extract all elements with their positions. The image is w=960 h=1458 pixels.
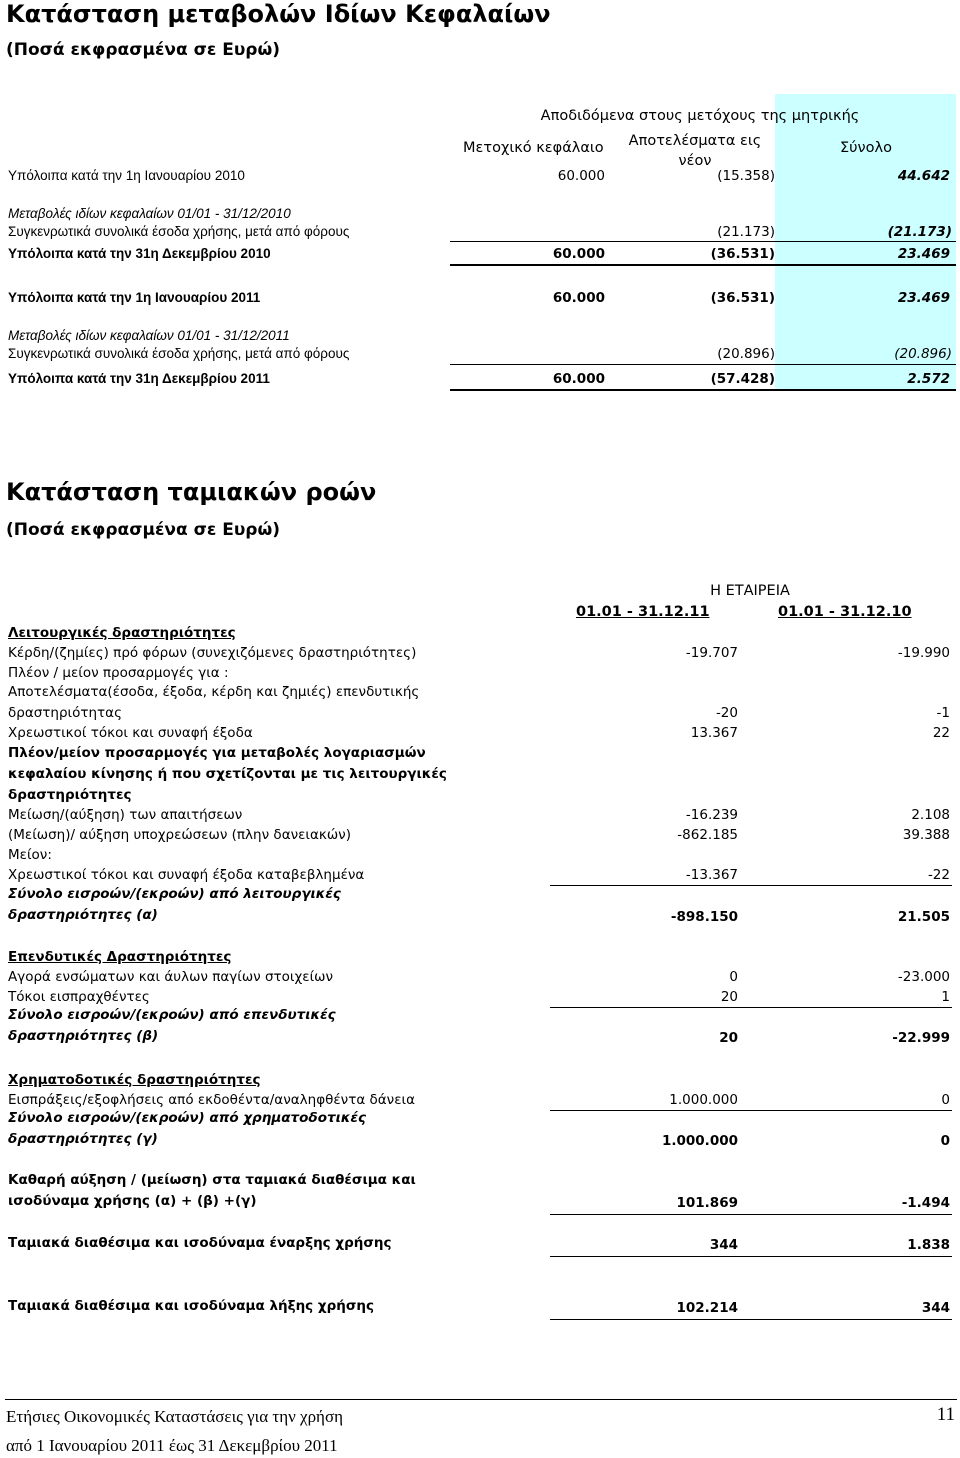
cf-row-v1: -13.367 [685,867,738,883]
equity-row-retained: (21.173) [717,224,775,240]
cf-row-label: Εισπράξεις/εξοφλήσεις από εκδοθέντα/αναληφθέντα δάνεια [8,1092,415,1108]
cf-row-v2: 39.388 [902,827,950,843]
cf-row-v2: 0 [941,1092,950,1108]
cf-row-v1: -20 [715,705,738,721]
divider [550,1256,952,1257]
cf-total-v2: -1.494 [901,1195,950,1211]
cf-row-v1: 1.000.000 [669,1092,738,1108]
cashflow-title: Κατάσταση ταμιακών ροών [6,478,377,506]
equity-row-total: (20.896) [894,346,952,362]
cf-row-v1: -16.239 [685,807,738,823]
equity-row-retained: (20.896) [717,346,775,362]
equity-row-retained: (57.428) [710,371,775,387]
cf-closing-v1: 102.214 [676,1300,738,1316]
cf-subtotal-label: δραστηριότητες (α) [8,907,158,923]
divider [550,1214,952,1215]
equity-row-retained: (15.358) [717,168,775,184]
divider [550,1319,952,1320]
cf-row-label: Κέρδη/(ζημίες) πρό φόρων (συνεχιζόμενες δραστηριότητες) [8,645,417,661]
section-operating: Λειτουργικές δραστηριότητες [8,625,236,641]
section-financing: Χρηματοδοτικές δραστηριότητες [8,1072,261,1088]
equity-row-label: Υπόλοιπα κατά την 1η Ιανουαρίου 2011 [8,290,261,305]
equity-row-total: 2.572 [907,371,950,387]
cf-row-v2: 1 [941,989,950,1005]
cf-row-label: Χρεωστικοί τόκοι και συναφή έξοδα καταβεβλημένα [8,867,365,883]
equity-row-total: 23.469 [897,246,950,262]
cf-row-v2: -19.990 [897,645,950,661]
divider [450,241,956,242]
equity-row-label: Υπόλοιπα κατά την 1η Ιανουαρίου 2010 [8,168,245,183]
cf-row-v2: -1 [936,705,950,721]
cf-closing-label: Ταμιακά διαθέσιμα και ισοδύναμα λήξης χρήσης [8,1298,374,1314]
cf-row-label: Μείωση/(αύξηση) των απαιτήσεων [8,807,243,823]
divider [550,885,952,886]
cf-total-label: Καθαρή αύξηση / (μείωση) στα ταμιακά διαθέσιμα και [8,1172,416,1188]
equity-row-label: Μεταβολές ιδίων κεφαλαίων 01/01 - 31/12/2011 [8,328,290,343]
cf-row-v1: -19.707 [685,645,738,661]
divider [450,364,956,365]
cf-row-label: Πλέον / μείον προσαρμογές για : [8,665,229,681]
cf-row-label: Αποτελέσματα(έσοδα, έξοδα, κέρδη και ζημιές) επενδυτικής [8,684,420,700]
divider [550,1007,952,1008]
cf-subtotal-v1: 20 [719,1030,738,1046]
cf-subtotal-v2: -22.999 [892,1030,950,1046]
cf-subtotal-v2: 21.505 [897,909,950,925]
group-header: Αποδιδόμενα στους μετόχους της μητρικής [540,108,860,124]
cf-subtotal-label: Σύνολο εισροών/(εκροών) από επενδυτικές [8,1007,336,1023]
col-retained-header [615,131,775,171]
cf-row-v1: 20 [720,989,738,1005]
cf-subtotal-label: δραστηριότητες (γ) [8,1131,158,1147]
equity-row-capital: 60.000 [552,290,605,306]
cf-row-label: δραστηριότητες [8,787,132,803]
equity-row-label: Συγκενρωτικά συνολικά έσοδα χρήσης, μετά από φόρους [8,224,350,239]
equity-row-label: Συγκενρωτικά συνολικά έσοδα χρήσης, μετά από φόρους [8,346,350,361]
cf-row-v1: 13.367 [690,725,738,741]
cf-row-label: δραστηριότητας [8,705,122,721]
footer-line2: από 1 Ιανουαρίου 2011 έως 31 Δεκεμβρίου 2011 [6,1436,338,1455]
divider [450,264,956,266]
section-investing: Επενδυτικές Δραστηριότητες [8,949,232,965]
equity-row-total: 44.642 [897,168,950,184]
equity-title: Κατάσταση μεταβολών Ιδίων Κεφαλαίων [6,0,551,28]
cf-row-label: Τόκοι εισπραχθέντες [8,989,150,1005]
cf-row-label: Πλέον/μείον προσαρμογές για μεταβολές λογαριασμών [8,745,426,761]
col-retained-line1: Αποτελέσματα εις [628,133,762,149]
cf-row-v2: 2.108 [911,807,950,823]
equity-row-label: Υπόλοιπα κατά την 31η Δεκεμβρίου 2011 [8,371,270,386]
cf-row-v2: -23.000 [897,969,950,985]
cf-row-label: Μείον: [8,847,52,863]
equity-row-retained: (36.531) [710,290,775,306]
page-number: 11 [936,1404,955,1425]
cf-row-v2: 22 [932,725,950,741]
cf-total-label: ισοδύναμα χρήσης (α) + (β) +(γ) [8,1193,257,1209]
equity-row-total: 23.469 [897,290,950,306]
period-header-2011: 01.01 - 31.12.11 [576,604,710,620]
cf-row-v2: -22 [927,867,950,883]
divider [450,389,956,391]
cashflow-subtitle: (Ποσά εκφρασμένα σε Ευρώ) [6,520,281,540]
company-header: Η ΕΤΑΙΡΕΙΑ [710,583,790,599]
equity-row-capital: 60.000 [552,371,605,387]
divider [550,1110,952,1111]
cf-opening-label: Ταμιακά διαθέσιμα και ισοδύναμα έναρξης χρήσης [8,1235,392,1251]
cf-row-v1: -862.185 [677,827,738,843]
cf-subtotal-label: Σύνολο εισροών/(εκροών) από λειτουργικές [8,886,341,902]
cf-row-v1: 0 [729,969,738,985]
equity-row-total: (21.173) [887,224,952,240]
cf-subtotal-label: δραστηριότητες (β) [8,1028,159,1044]
cf-closing-v2: 344 [921,1300,950,1316]
period-header-2010: 01.01 - 31.12.10 [778,604,912,620]
col-capital-header: Μετοχικό κεφάλαιο [463,140,604,156]
cf-subtotal-v1: 1.000.000 [661,1133,738,1149]
cf-opening-v2: 1.838 [907,1237,950,1253]
col-total-header: Σύνολο [840,140,892,156]
cf-total-v1: 101.869 [676,1195,738,1211]
cf-subtotal-v1: -898.150 [670,909,738,925]
footer-line1: Ετήσιες Οικονομικές Καταστάσεις για την χρήση [6,1407,343,1426]
cf-row-label: κεφαλαίου κίνησης ή που σχετίζονται με τις λειτουργικές [8,766,447,782]
equity-row-label: Μεταβολές ιδίων κεφαλαίων 01/01 - 31/12/2010 [8,206,291,221]
col-retained-line2: νέον [678,153,712,169]
equity-row-label: Υπόλοιπα κατά την 31η Δεκεμβρίου 2010 [8,246,271,261]
cf-row-label: (Μείωση)/ αύξηση υποχρεώσεων (πλην δανειακών) [8,827,351,843]
cf-opening-v1: 344 [709,1237,738,1253]
equity-row-capital: 60.000 [557,168,605,184]
cf-row-label: Αγορά ενσώματων και άυλων παγίων στοιχείων [8,969,333,985]
equity-row-capital: 60.000 [552,246,605,262]
footer-rule [5,1399,957,1400]
cf-subtotal-v2: 0 [940,1133,950,1149]
cf-row-label: Χρεωστικοί τόκοι και συναφή έξοδα [8,725,253,741]
equity-row-retained: (36.531) [710,246,775,262]
cf-subtotal-label: Σύνολο εισροών/(εκροών) από χρηματοδοτικές [8,1110,366,1126]
equity-subtitle: (Ποσά εκφρασμένα σε Ευρώ) [6,40,281,60]
